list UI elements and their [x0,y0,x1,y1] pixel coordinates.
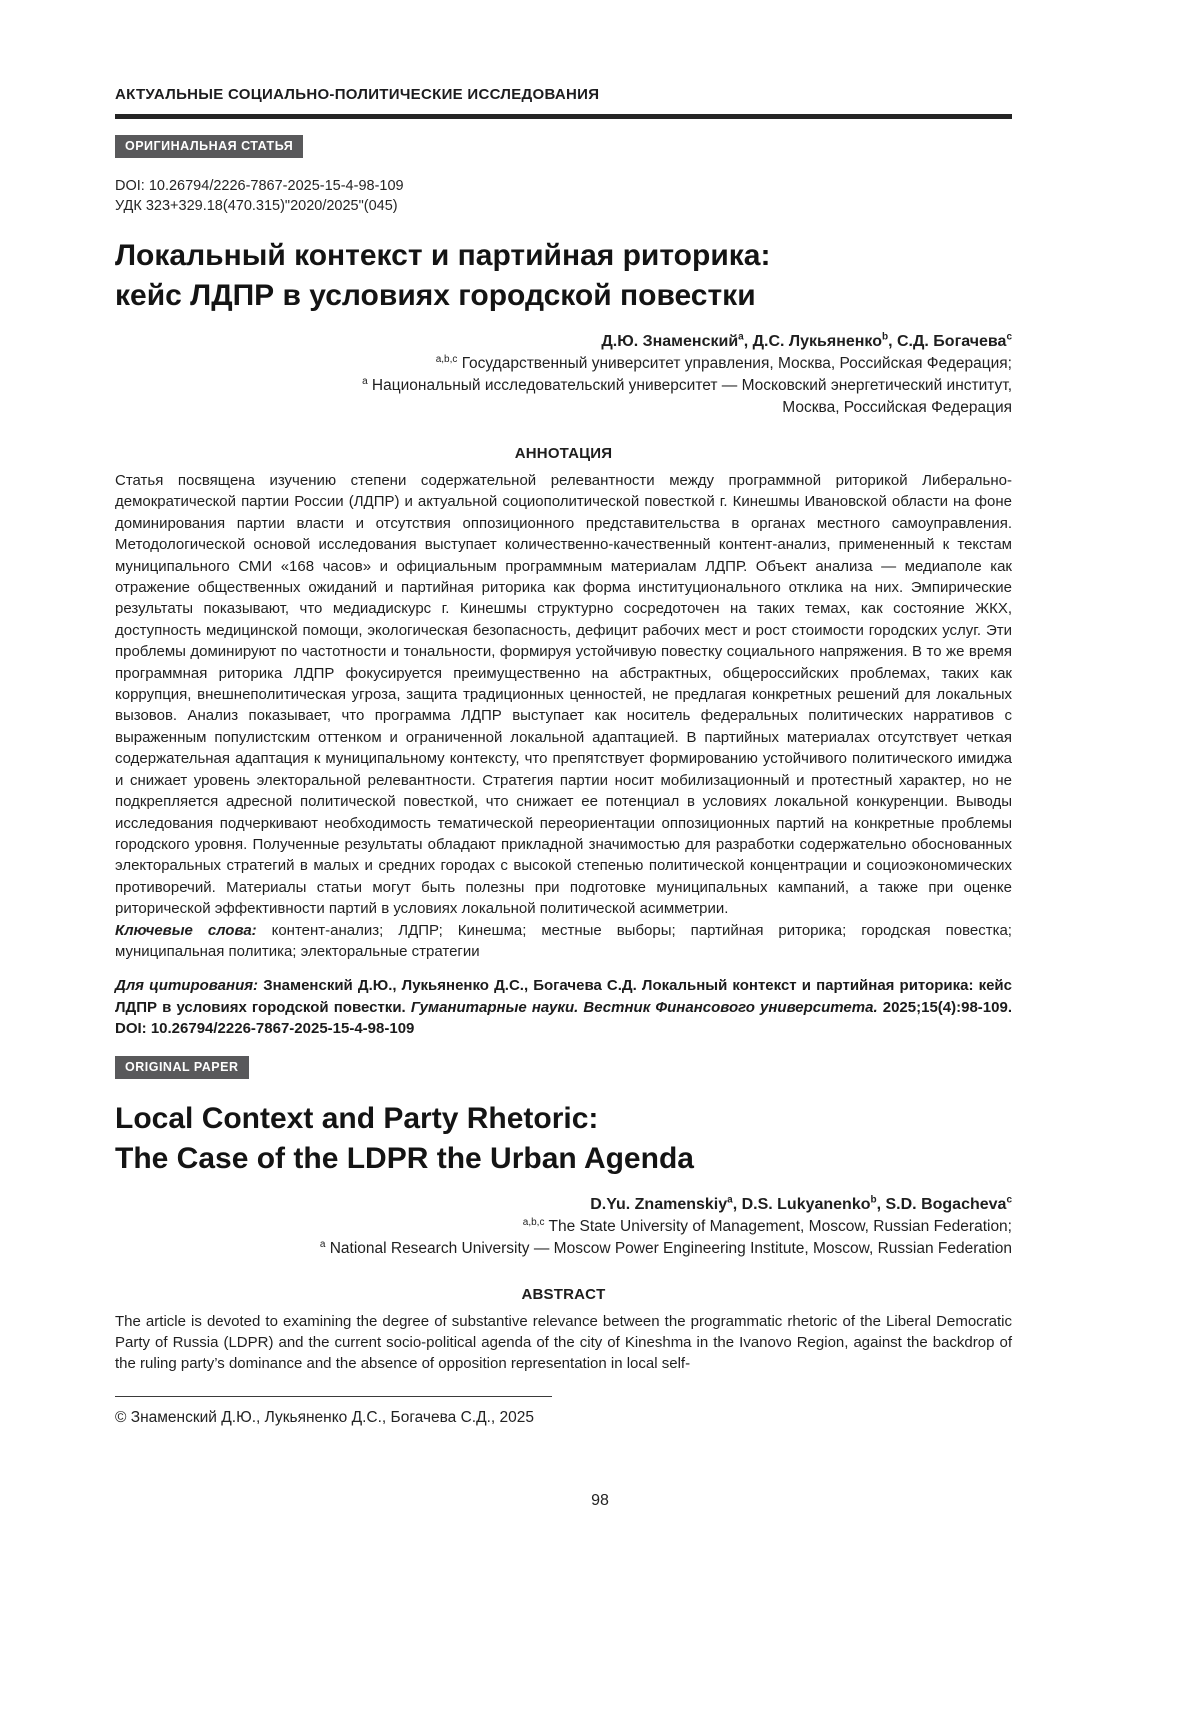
affiliation-marker: a [319,1238,326,1250]
affiliation-text: Национальный исследовательский университет — Московский энергетический институт, [367,377,1012,394]
citation-label: Для цитирования: [115,977,264,995]
abstract-heading-en: ABSTRACT [521,1285,606,1303]
author-name: D.Yu. Znamenskiy [590,1195,728,1213]
citation-ru [115,975,1012,1039]
article-meta [115,176,1012,216]
author-affil-marker: b [870,1194,877,1206]
badge-row-en [115,1056,1012,1079]
affiliation-ru-2 [115,375,1012,397]
abstract-heading-ru: АННОТАЦИЯ [514,445,613,462]
abstract-text-ru: Статья посвящена изучению степени содержательной релевантности между программной риторикой Либерально-демократической партии России (ЛДПР) и актуальной социополитической повесткой г. Кинешмы Ивановской области на фоне доминирования партии власти и отсутствия оппозиционного представительства в органах местного самоуправления. Методологической основой исследования выступает количественно-качественный контент-анализ, примененный к текстам муниципального СМИ «168 часов» и официальным программным материалам ЛДПР. Объект анализа — медиаполе как отражение общественных ожиданий и партийная риторика как форма институционального отклика на них. Эмпирические результаты показывают, что медиадискурс г. Кинешмы структурно сосредоточен на таких темах, как состояние ЖКХ, доступность медицинской помощи, экологическая безопасность, дефицит рабочих мест и рост стоимости городских услуг. Эти проблемы доминируют по частотности и тональности, формируя устойчивую повестку социального напряжения. В то же время программная риторика ЛДПР фокусируется преимущественно на абстрактных, общероссийских проблемах, таких как коррупция, внешнеполитическая угроза, защита традиционных ценностей, не предлагая конкретных решений для локальных вызовов. Анализ показывает, что программа ЛДПР выступает как носитель федеральных политических нарративов с выраженным популистским оттенком и ограниченной локальной адаптацией. В партийных материалах отсутствует четкая содержательная адаптация к муниципальному контексту, что препятствует формированию устойчивого политического имиджа и снижает уровень электоральной релевантности. Стратегия партии носит мобилизационный и протестный характер, но не подкрепляется адресной политической повесткой, что снижает ее потенциал в условиях локальной конкуренции. Выводы исследования подчеркивают необходимость тематической переориентации оппозиционных партий на конкретные проблемы городского уровня. Полученные результаты обладают прикладной значимостью для разработки содержательно обоснованных электоральных стратегий в малых и средних городах с высокой степенью политической концентрации и социоэкономических противоречий. Материалы статьи могут быть полезны при подготовке муниципальных кампаний, а также при оценке риторической эффективности партий в условиях локальной политической асимметрии. [115,472,1012,918]
author-affil-marker: c [1006,331,1012,343]
running-head: АКТУАЛЬНЫЕ СОЦИАЛЬНО-ПОЛИТИЧЕСКИЕ ИССЛЕДОВАНИЯ [115,86,600,103]
abstract-text-en: The article is devoted to examining the degree of substantive relevance between the programmatic rhetoric of the Liberal Democratic Party of Russia (LDPR) and the current socio-political agenda of the city of Kineshma in the Ivanovo Region, against the backdrop of the ruling party’s dominance and the absence of opposition representation in local self- [115,1312,1012,1373]
affiliation-text: National Research University — Moscow Power Engineering Institute, Moscow, Russian Federation [325,1239,1012,1257]
author-affil-marker: a [738,331,744,343]
author-name: Д.Ю. Знаменский [601,333,739,350]
keywords-ru [115,920,1012,963]
affiliation-text: The State University of Management, Moscow, Russian Federation; [544,1217,1012,1235]
doi-line: DOI: 10.26794/2226-7867-2025-15-4-98-109 [115,178,404,194]
article-title-en-line2: The Case of the LDPR the Urban Agenda [115,1141,694,1175]
author-name: , S.D. Bogacheva [876,1195,1007,1213]
footnote-rule [115,1396,552,1397]
affiliation-ru-1 [115,353,1012,375]
affiliation-marker: a [362,375,368,387]
author-name: , Д.С. Лукьяненко [743,333,882,350]
header-rule [115,114,1012,119]
affiliation-text: Москва, Российская Федерация [782,399,1012,416]
author-affil-marker: b [882,331,889,343]
author-name: , D.S. Lukyanenko [732,1195,871,1213]
page-number: 98 [591,1492,609,1509]
affiliation-ru-3 [115,397,1012,419]
article-title-ru-line1: Локальный контекст и партийная риторика: [115,239,771,272]
article-title-en-line1: Local Context and Party Rhetoric: [115,1101,599,1135]
author-affil-marker: c [1006,1194,1012,1206]
keywords-label: Ключевые слова: [115,921,272,939]
affiliation-marker: a,b,c [522,1216,545,1228]
affiliation-en-2 [115,1238,1012,1260]
keywords-text: контент-анализ; ЛДПР; Кинешма; местные выборы; партийная риторика; городская повестка; муниципальная политика; электоральные стратегии [115,921,1012,960]
authors-ru [115,331,1012,353]
affiliation-text: Государственный университет управления, Москва, Российская Федерация; [457,355,1012,372]
copyright-line: © Знаменский Д.Ю., Лукьяненко Д.С., Богачева С.Д., 2025 [115,1409,534,1426]
author-name: , С.Д. Богачева [888,333,1007,350]
badge-row-ru [115,135,1012,158]
author-affil-marker: a [727,1194,733,1206]
article-title-en [115,1099,1012,1179]
citation-text: 2025;15(4):98-109. DOI: 10.26794/2226-7867-2025-15-4-98-109 [115,998,1012,1038]
citation-text: Знаменский Д.Ю., Лукьяненко Д.С., Богачева С.Д. Локальный контекст и партийная риторика: кейс ЛДПР в условиях городской повестки. [115,977,1013,1016]
affiliation-marker: a,b,c [435,353,458,365]
authors-en [115,1194,1012,1216]
udk-line: УДК 323+329.18(470.315)"2020/2025"(045) [115,198,398,214]
article-type-badge-ru: ОРИГИНАЛЬНАЯ СТАТЬЯ [115,135,303,158]
citation-journal: Гуманитарные науки. Вестник Финансового университета. [410,998,883,1016]
authors-block-en [115,1194,1012,1260]
authors-block-ru [115,331,1012,419]
article-title-ru-line2: кейс ЛДПР в условиях городской повестки [115,279,756,312]
affiliation-en-1 [115,1216,1012,1238]
article-title-ru [115,236,1012,316]
article-type-badge-en: ORIGINAL PAPER [115,1056,249,1079]
